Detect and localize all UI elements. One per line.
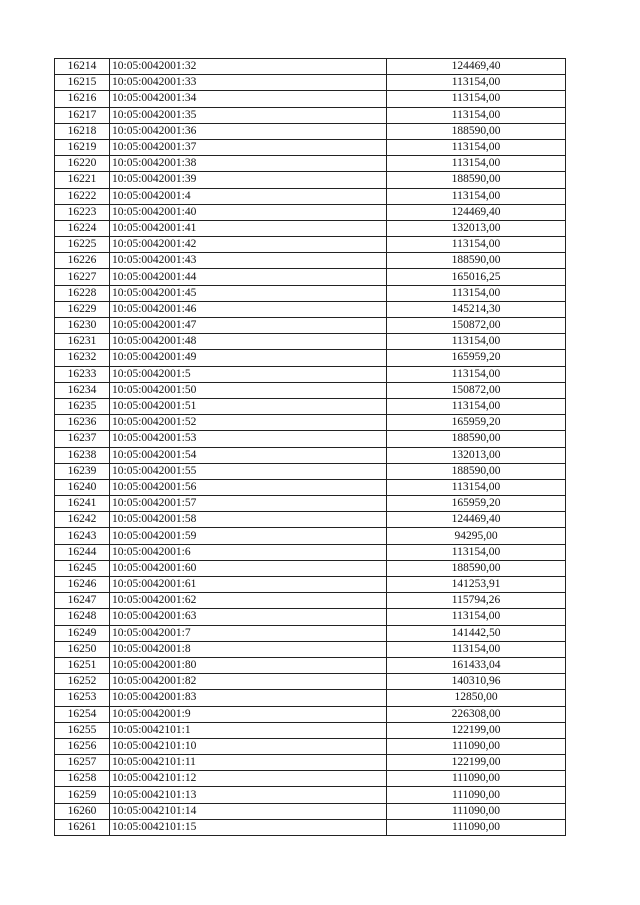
row-number-cell: 16245 [55,560,110,576]
cadastral-value-cell: 124469,40 [387,204,566,220]
cadastral-value-cell: 113154,00 [387,91,566,107]
table-row [55,91,566,107]
cadastral-number-cell: 10:05:0042101:11 [110,755,387,771]
table-row [55,657,566,673]
cadastral-number-cell: 10:05:0042001:39 [110,172,387,188]
cadastral-value-cell: 111090,00 [387,819,566,835]
row-number-cell: 16234 [55,382,110,398]
row-number-cell: 16257 [55,755,110,771]
cadastral-value-cell: 124469,40 [387,59,566,75]
table-row [55,787,566,803]
cadastral-number-cell: 10:05:0042001:82 [110,674,387,690]
cadastral-value-cell: 113154,00 [387,237,566,253]
table-row [55,755,566,771]
cadastral-number-cell: 10:05:0042001:43 [110,253,387,269]
cadastral-number-cell: 10:05:0042001:51 [110,398,387,414]
row-number-cell: 16227 [55,269,110,285]
cadastral-number-cell: 10:05:0042001:59 [110,528,387,544]
row-number-cell: 16225 [55,237,110,253]
cadastral-number-cell: 10:05:0042101:1 [110,722,387,738]
cadastral-value-cell: 122199,00 [387,755,566,771]
cadastral-value-cell: 132013,00 [387,220,566,236]
cadastral-number-cell: 10:05:0042001:60 [110,560,387,576]
cadastral-value-cell: 113154,00 [387,75,566,91]
row-number-cell: 16259 [55,787,110,803]
cadastral-number-cell: 10:05:0042001:49 [110,350,387,366]
cadastral-value-cell: 188590,00 [387,253,566,269]
cadastral-value-table [54,58,566,836]
cadastral-value-cell: 122199,00 [387,722,566,738]
table-row [55,139,566,155]
table-row [55,431,566,447]
table-row [55,706,566,722]
row-number-cell: 16249 [55,625,110,641]
cadastral-number-cell: 10:05:0042001:53 [110,431,387,447]
row-number-cell: 16243 [55,528,110,544]
row-number-cell: 16220 [55,156,110,172]
cadastral-value-cell: 113154,00 [387,188,566,204]
table-row [55,204,566,220]
table-row [55,447,566,463]
cadastral-value-cell: 188590,00 [387,560,566,576]
cadastral-number-cell: 10:05:0042001:9 [110,706,387,722]
row-number-cell: 16252 [55,674,110,690]
table-row [55,463,566,479]
table-row [55,350,566,366]
row-number-cell: 16261 [55,819,110,835]
row-number-cell: 16250 [55,641,110,657]
row-number-cell: 16224 [55,220,110,236]
cadastral-value-cell: 113154,00 [387,544,566,560]
cadastral-value-cell: 132013,00 [387,447,566,463]
table-row [55,722,566,738]
cadastral-value-cell: 12850,00 [387,690,566,706]
table-row [55,156,566,172]
table-row [55,188,566,204]
row-number-cell: 16253 [55,690,110,706]
cadastral-number-cell: 10:05:0042001:80 [110,657,387,673]
cadastral-number-cell: 10:05:0042001:7 [110,625,387,641]
cadastral-value-cell: 111090,00 [387,738,566,754]
cadastral-number-cell: 10:05:0042001:63 [110,609,387,625]
table-row [55,803,566,819]
table-row [55,366,566,382]
row-number-cell: 16219 [55,139,110,155]
cadastral-value-cell: 124469,40 [387,512,566,528]
cadastral-value-cell: 188590,00 [387,431,566,447]
cadastral-number-cell: 10:05:0042001:50 [110,382,387,398]
row-number-cell: 16222 [55,188,110,204]
cadastral-value-cell: 145214,30 [387,301,566,317]
table-row [55,269,566,285]
row-number-cell: 16240 [55,479,110,495]
row-number-cell: 16218 [55,123,110,139]
cadastral-value-cell: 161433,04 [387,657,566,673]
table-row [55,690,566,706]
table-row [55,285,566,301]
cadastral-number-cell: 10:05:0042001:44 [110,269,387,285]
row-number-cell: 16216 [55,91,110,107]
cadastral-value-cell: 165016,25 [387,269,566,285]
cadastral-value-cell: 165959,20 [387,350,566,366]
cadastral-number-cell: 10:05:0042001:47 [110,318,387,334]
table-row [55,398,566,414]
table-row [55,334,566,350]
cadastral-number-cell: 10:05:0042001:6 [110,544,387,560]
cadastral-number-cell: 10:05:0042001:56 [110,479,387,495]
table-row [55,415,566,431]
cadastral-value-cell: 113154,00 [387,479,566,495]
cadastral-value-cell: 94295,00 [387,528,566,544]
cadastral-number-cell: 10:05:0042001:45 [110,285,387,301]
cadastral-number-cell: 10:05:0042001:5 [110,366,387,382]
cadastral-value-cell: 113154,00 [387,139,566,155]
table-row [55,253,566,269]
cadastral-value-cell: 111090,00 [387,771,566,787]
row-number-cell: 16223 [55,204,110,220]
table-row [55,560,566,576]
table-row [55,123,566,139]
cadastral-number-cell: 10:05:0042001:83 [110,690,387,706]
table-row [55,172,566,188]
row-number-cell: 16242 [55,512,110,528]
cadastral-value-cell: 188590,00 [387,172,566,188]
row-number-cell: 16251 [55,657,110,673]
cadastral-value-cell: 165959,20 [387,415,566,431]
table-row [55,641,566,657]
table-row [55,75,566,91]
cadastral-number-cell: 10:05:0042001:35 [110,107,387,123]
table-row [55,738,566,754]
row-number-cell: 16247 [55,593,110,609]
table-row [55,528,566,544]
table-row [55,496,566,512]
cadastral-value-cell: 141442,50 [387,625,566,641]
row-number-cell: 16221 [55,172,110,188]
table-row [55,609,566,625]
cadastral-number-cell: 10:05:0042001:4 [110,188,387,204]
cadastral-value-cell: 113154,00 [387,285,566,301]
row-number-cell: 16214 [55,59,110,75]
row-number-cell: 16228 [55,285,110,301]
cadastral-number-cell: 10:05:0042001:58 [110,512,387,528]
row-number-cell: 16260 [55,803,110,819]
cadastral-value-cell: 141253,91 [387,577,566,593]
row-number-cell: 16241 [55,496,110,512]
table-row [55,819,566,835]
table-body [55,59,566,836]
table-row [55,318,566,334]
cadastral-value-cell: 140310,96 [387,674,566,690]
row-number-cell: 16235 [55,398,110,414]
row-number-cell: 16231 [55,334,110,350]
cadastral-number-cell: 10:05:0042001:57 [110,496,387,512]
cadastral-value-cell: 226308,00 [387,706,566,722]
cadastral-number-cell: 10:05:0042001:42 [110,237,387,253]
table-row [55,107,566,123]
cadastral-value-cell: 165959,20 [387,496,566,512]
row-number-cell: 16238 [55,447,110,463]
row-number-cell: 16254 [55,706,110,722]
cadastral-value-cell: 111090,00 [387,787,566,803]
cadastral-number-cell: 10:05:0042001:34 [110,91,387,107]
cadastral-value-cell: 113154,00 [387,366,566,382]
row-number-cell: 16255 [55,722,110,738]
table-row [55,59,566,75]
table-row [55,771,566,787]
cadastral-number-cell: 10:05:0042101:15 [110,819,387,835]
row-number-cell: 16233 [55,366,110,382]
row-number-cell: 16236 [55,415,110,431]
cadastral-value-cell: 113154,00 [387,334,566,350]
table-row [55,382,566,398]
cadastral-number-cell: 10:05:0042001:55 [110,463,387,479]
cadastral-value-cell: 150872,00 [387,382,566,398]
row-number-cell: 16230 [55,318,110,334]
row-number-cell: 16232 [55,350,110,366]
row-number-cell: 16244 [55,544,110,560]
row-number-cell: 16217 [55,107,110,123]
table-row [55,237,566,253]
row-number-cell: 16229 [55,301,110,317]
cadastral-number-cell: 10:05:0042001:52 [110,415,387,431]
cadastral-value-cell: 111090,00 [387,803,566,819]
row-number-cell: 16237 [55,431,110,447]
table-row [55,674,566,690]
cadastral-number-cell: 10:05:0042001:48 [110,334,387,350]
row-number-cell: 16215 [55,75,110,91]
cadastral-number-cell: 10:05:0042001:33 [110,75,387,91]
table-row [55,625,566,641]
cadastral-value-cell: 188590,00 [387,123,566,139]
cadastral-number-cell: 10:05:0042001:61 [110,577,387,593]
cadastral-number-cell: 10:05:0042001:46 [110,301,387,317]
cadastral-number-cell: 10:05:0042101:12 [110,771,387,787]
row-number-cell: 16239 [55,463,110,479]
row-number-cell: 16226 [55,253,110,269]
cadastral-value-cell: 188590,00 [387,463,566,479]
cadastral-value-cell: 113154,00 [387,609,566,625]
cadastral-number-cell: 10:05:0042001:37 [110,139,387,155]
cadastral-value-cell: 115794,26 [387,593,566,609]
cadastral-number-cell: 10:05:0042001:38 [110,156,387,172]
cadastral-number-cell: 10:05:0042101:10 [110,738,387,754]
cadastral-value-cell: 113154,00 [387,398,566,414]
cadastral-value-cell: 113154,00 [387,641,566,657]
cadastral-number-cell: 10:05:0042101:14 [110,803,387,819]
cadastral-number-cell: 10:05:0042001:40 [110,204,387,220]
table-row [55,544,566,560]
cadastral-value-cell: 150872,00 [387,318,566,334]
cadastral-number-cell: 10:05:0042001:41 [110,220,387,236]
cadastral-value-cell: 113154,00 [387,107,566,123]
cadastral-number-cell: 10:05:0042001:36 [110,123,387,139]
row-number-cell: 16248 [55,609,110,625]
cadastral-value-cell: 113154,00 [387,156,566,172]
cadastral-number-cell: 10:05:0042001:32 [110,59,387,75]
row-number-cell: 16256 [55,738,110,754]
table-row [55,301,566,317]
table-row [55,220,566,236]
cadastral-number-cell: 10:05:0042001:62 [110,593,387,609]
row-number-cell: 16258 [55,771,110,787]
cadastral-number-cell: 10:05:0042101:13 [110,787,387,803]
table-row [55,577,566,593]
table-row [55,512,566,528]
cadastral-number-cell: 10:05:0042001:54 [110,447,387,463]
cadastral-number-cell: 10:05:0042001:8 [110,641,387,657]
table-row [55,593,566,609]
table-row [55,479,566,495]
row-number-cell: 16246 [55,577,110,593]
